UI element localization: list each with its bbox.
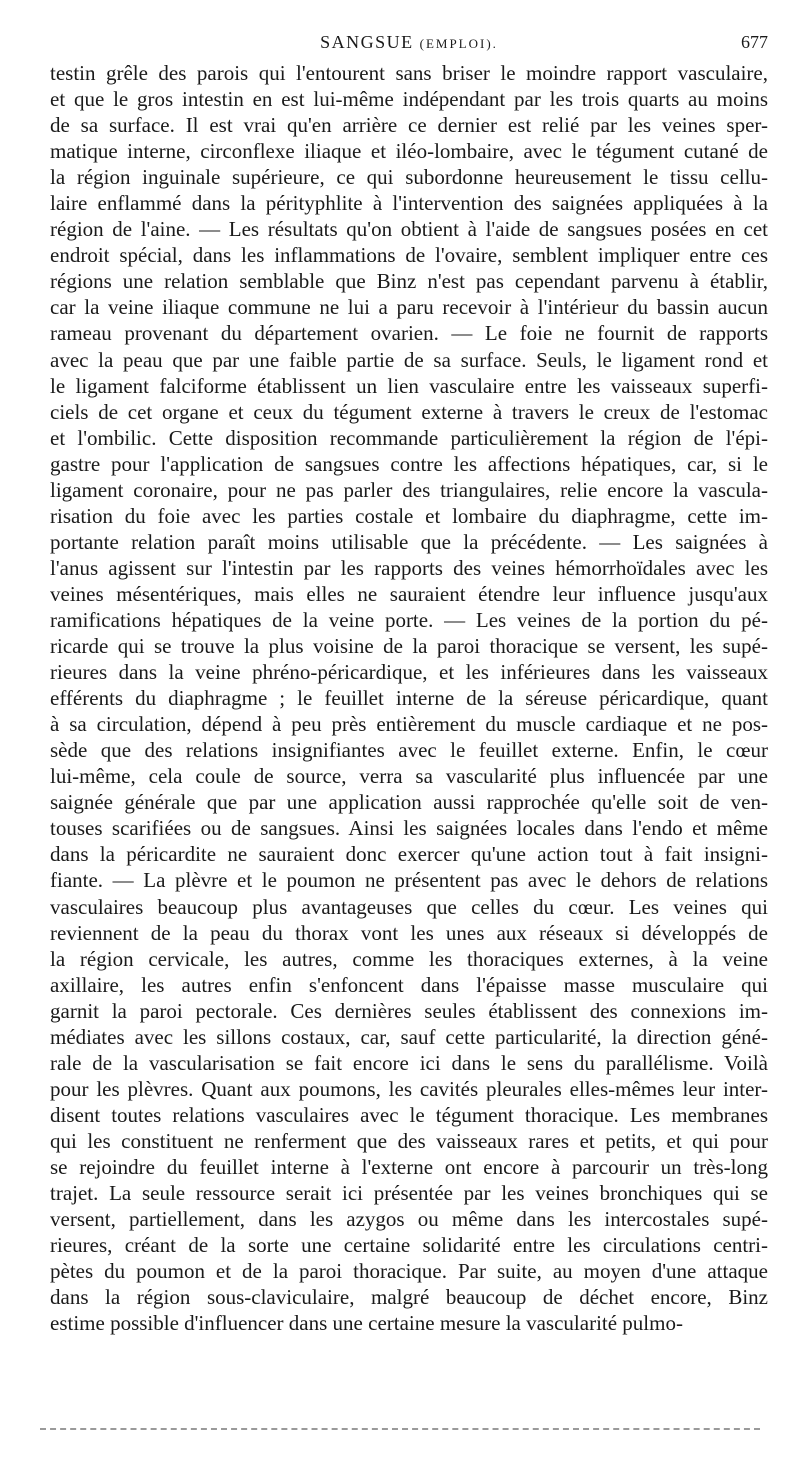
text-line: rale de la vascularisation se fait encore ici dans le sens du parallélisme. Voilà xyxy=(50,1050,768,1075)
text-line: avec la peau que par une faible partie de sa surface. Seuls, le ligament rond et xyxy=(50,347,768,372)
text-line: rameau provenant du département ovarien. — Le foie ne fournit de rapports xyxy=(50,321,768,346)
text-line: gastre pour l'application de sangsues contre les affections hépatiques, car, si le xyxy=(50,451,768,476)
text-line: endroit spécial, dans les inflammations de l'ovaire, semblent impliquer entre ces xyxy=(50,243,768,268)
text-line: régions une relation semblable que Binz n'est pas cependant parvenu à établir, xyxy=(50,269,768,294)
text-line: pètes du poumon et de la paroi thoracique. Par suite, au moyen d'une attaque xyxy=(50,1259,768,1284)
text-line: veines mésentériques, mais elles ne sauraient étendre leur influence jusqu'aux xyxy=(50,581,768,606)
text-line: portante relation paraît moins utilisable que la précédente. — Les saignées à xyxy=(50,529,768,554)
text-line: efférents du diaphragme ; le feuillet interne de la séreuse péricardique, quant xyxy=(50,686,768,711)
text-line: dans la péricardite ne sauraient donc exercer qu'une action tout à fait insigni- xyxy=(50,842,768,867)
text-line: touses scarifiées ou de sangsues. Ainsi les saignées locales dans l'endo et même xyxy=(50,816,768,841)
footer-rule xyxy=(40,1428,760,1430)
running-title xyxy=(50,32,768,53)
text-line: le ligament falciforme établissent un lien vasculaire entre les vaisseaux superfi- xyxy=(50,373,768,398)
page-header xyxy=(50,32,768,58)
page-number: 677 xyxy=(741,32,768,52)
text-line: lui-même, cela coule de source, verra sa vascularité plus influencée par une xyxy=(50,764,768,789)
text-line: et que le gros intestin en est lui-même indépendant par les trois quarts au moins xyxy=(50,87,768,112)
text-line: fiante. — La plèvre et le poumon ne présentent pas avec le dehors de relations xyxy=(50,868,768,893)
text-line: versent, partiellement, dans les azygos ou même dans les intercostales supé- xyxy=(50,1207,768,1232)
text-line: matique interne, circonflexe iliaque et iléo-lombaire, avec le tégument cutané de xyxy=(50,139,768,164)
text-line: la région cervicale, les autres, comme les thoraciques externes, à la veine xyxy=(50,946,768,971)
text-line: se rejoindre du feuillet interne à l'externe ont encore à parcourir un très-long xyxy=(50,1154,768,1179)
text-line: pour les plèvres. Quant aux poumons, les cavités pleurales elles-mêmes leur inter- xyxy=(50,1076,768,1101)
text-line: sède que des relations insignifiantes avec le feuillet externe. Enfin, le cœur xyxy=(50,738,768,763)
text-line: de sa surface. Il est vrai qu'en arrière ce dernier est relié par les veines sper- xyxy=(50,113,768,138)
text-line: rieures, créant de la sorte une certaine solidarité entre les circulations centri- xyxy=(50,1233,768,1258)
text-line: disent toutes relations vasculaires avec le tégument thoracique. Les membranes xyxy=(50,1102,768,1127)
text-line: garnit la paroi pectorale. Ces dernières seules établissent des connexions im- xyxy=(50,998,768,1023)
text-line: laire enflammé dans la pérityphlite à l'intervention des saignées appliquées à la xyxy=(50,191,768,216)
text-line: vasculaires beaucoup plus avantageuses que celles du cœur. Les veines qui xyxy=(50,894,768,919)
text-line: médiates avec les sillons costaux, car, sauf cette particularité, la direction géné- xyxy=(50,1024,768,1049)
text-line: trajet. La seule ressource serait ici présentée par les veines bronchiques qui se xyxy=(50,1181,768,1206)
text-line: reviennent de la peau du thorax vont les unes aux réseaux si développés de xyxy=(50,920,768,945)
text-line: ligament coronaire, pour ne pas parler des triangulaires, relie encore la vascula- xyxy=(50,477,768,502)
text-line: saignée générale que par une application aussi rapprochée qu'elle soit de ven- xyxy=(50,790,768,815)
text-line: axillaire, les autres enfin s'enfoncent dans l'épaisse masse musculaire qui xyxy=(50,972,768,997)
running-title-main: SANGSUE xyxy=(320,32,414,52)
text-line: ciels de cet organe et ceux du tégument externe à travers le creux de l'estomac xyxy=(50,399,768,424)
text-line: l'anus agissent sur l'intestin par les rapports des veines hémorrhoïdales avec les xyxy=(50,555,768,580)
text-line: rieures dans la veine phréno-péricardique, et les inférieures dans les vaisseaux xyxy=(50,660,768,685)
text-line: la région inguinale supérieure, ce qui subordonne heureusement le tissu cellu- xyxy=(50,165,768,190)
text-line: risation du foie avec les parties costale et lombaire du diaphragme, cette im- xyxy=(50,503,768,528)
text-line: qui les constituent ne renferment que des vaisseaux rares et petits, et qui pour xyxy=(50,1128,768,1153)
running-title-subtitle: (EMPLOI). xyxy=(419,36,498,51)
text-line: estime possible d'influencer dans une certaine mesure la vascularité pulmo- xyxy=(50,1311,683,1336)
body-text xyxy=(50,60,768,1336)
text-line: car la veine iliaque commune ne lui a paru recevoir à l'intérieur du bassin aucun xyxy=(50,295,768,320)
text-line: dans la région sous-claviculaire, malgré beaucoup de déchet encore, Binz xyxy=(50,1285,768,1310)
text-line: région de l'aine. — Les résultats qu'on obtient à l'aide de sangsues posées en cet xyxy=(50,217,768,242)
text-line: et l'ombilic. Cette disposition recommande particulièrement la région de l'épi- xyxy=(50,425,768,450)
text-line: ramifications hépatiques de la veine porte. — Les veines de la portion du pé- xyxy=(50,607,768,632)
text-line: à sa circulation, dépend à peu près entièrement du muscle cardiaque et ne pos- xyxy=(50,712,768,737)
text-line: ricarde qui se trouve la plus voisine de la paroi thoracique se versent, les supé- xyxy=(50,634,768,659)
text-line: testin grêle des parois qui l'entourent sans briser le moindre rapport vasculaire, xyxy=(50,61,768,85)
